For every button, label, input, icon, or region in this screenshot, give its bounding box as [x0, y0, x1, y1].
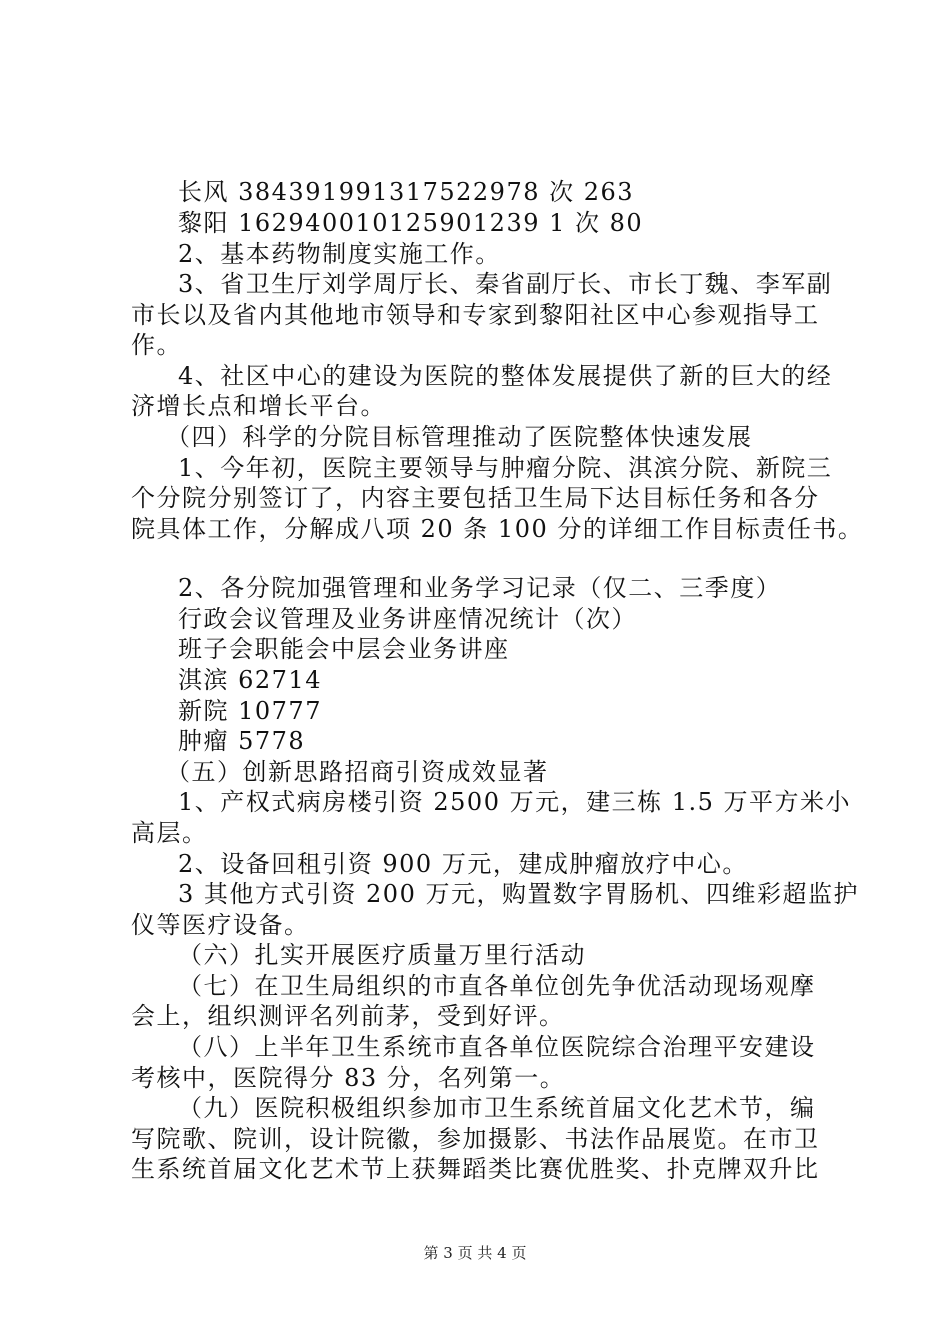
text-line: 济增长点和增长平台。	[131, 392, 386, 420]
text-line: 4、社区中心的建设为医院的整体发展提供了新的巨大的经	[178, 362, 833, 390]
text-line: 3、省卫生厅刘学周厅长、秦省副厅长、市长丁魏、李军副	[178, 270, 833, 298]
table-row: 淇滨 62714	[178, 666, 322, 694]
text-line: 会上，组织测评名列前茅，受到好评。	[131, 1002, 565, 1030]
text-line: 1、产权式病房楼引资 2500 万元，建三栋 1.5 万平方米小	[178, 788, 852, 816]
text-line: 作。	[131, 331, 182, 359]
text-line: 市长以及省内其他地市领导和专家到黎阳社区中心参观指导工	[131, 301, 820, 329]
text-line: 2、各分院加强管理和业务学习记录（仅二、三季度）	[178, 574, 782, 602]
text-line: （九）医院积极组织参加市卫生系统首届文化艺术节，编	[178, 1094, 816, 1122]
text-line: 黎阳 162940010125901239 1 次 80	[178, 209, 644, 237]
text-line: 写院歌、院训，设计院徽，参加摄影、书法作品展览。在市卫	[131, 1125, 820, 1153]
text-line: 2、设备回租引资 900 万元，建成肿瘤放疗中心。	[178, 850, 748, 878]
table-title: 行政会议管理及业务讲座情况统计（次）	[178, 605, 637, 633]
text-line: 仪等医疗设备。	[131, 911, 310, 939]
section-heading: （五）创新思路招商引资成效显著	[166, 758, 549, 786]
table-header: 班子会职能会中层会业务讲座	[178, 635, 510, 663]
text-line: 考核中，医院得分 83 分，名列第一。	[131, 1064, 566, 1092]
section-heading: （六）扎实开展医疗质量万里行活动	[178, 941, 586, 969]
text-line: 院具体工作，分解成八项 20 条 100 分的详细工作目标责任书。	[131, 515, 864, 543]
text-line: 2、基本药物制度实施工作。	[178, 240, 501, 268]
text-line: （七）在卫生局组织的市直各单位创先争优活动现场观摩	[178, 972, 816, 1000]
section-heading: （四）科学的分院目标管理推动了医院整体快速发展	[166, 423, 753, 451]
text-line: 高层。	[131, 819, 208, 847]
text-line: （八）上半年卫生系统市直各单位医院综合治理平安建设	[178, 1033, 816, 1061]
page-number-footer: 第 3 页 共 4 页	[423, 1244, 527, 1262]
text-line: 1、今年初，医院主要领导与肿瘤分院、淇滨分院、新院三	[178, 454, 833, 482]
text-line: 生系统首届文化艺术节上获舞蹈类比赛优胜奖、扑克牌双升比	[131, 1155, 820, 1183]
table-row: 肿瘤 5778	[178, 727, 306, 755]
text-line: 3 其他方式引资 200 万元，购置数字胃肠机、四维彩超监护	[178, 880, 859, 908]
text-line: 长风 384391991317522978 次 263	[178, 178, 635, 206]
table-row: 新院 10777	[178, 697, 322, 725]
text-line: 个分院分别签订了，内容主要包括卫生局下达目标任务和各分	[131, 484, 820, 512]
